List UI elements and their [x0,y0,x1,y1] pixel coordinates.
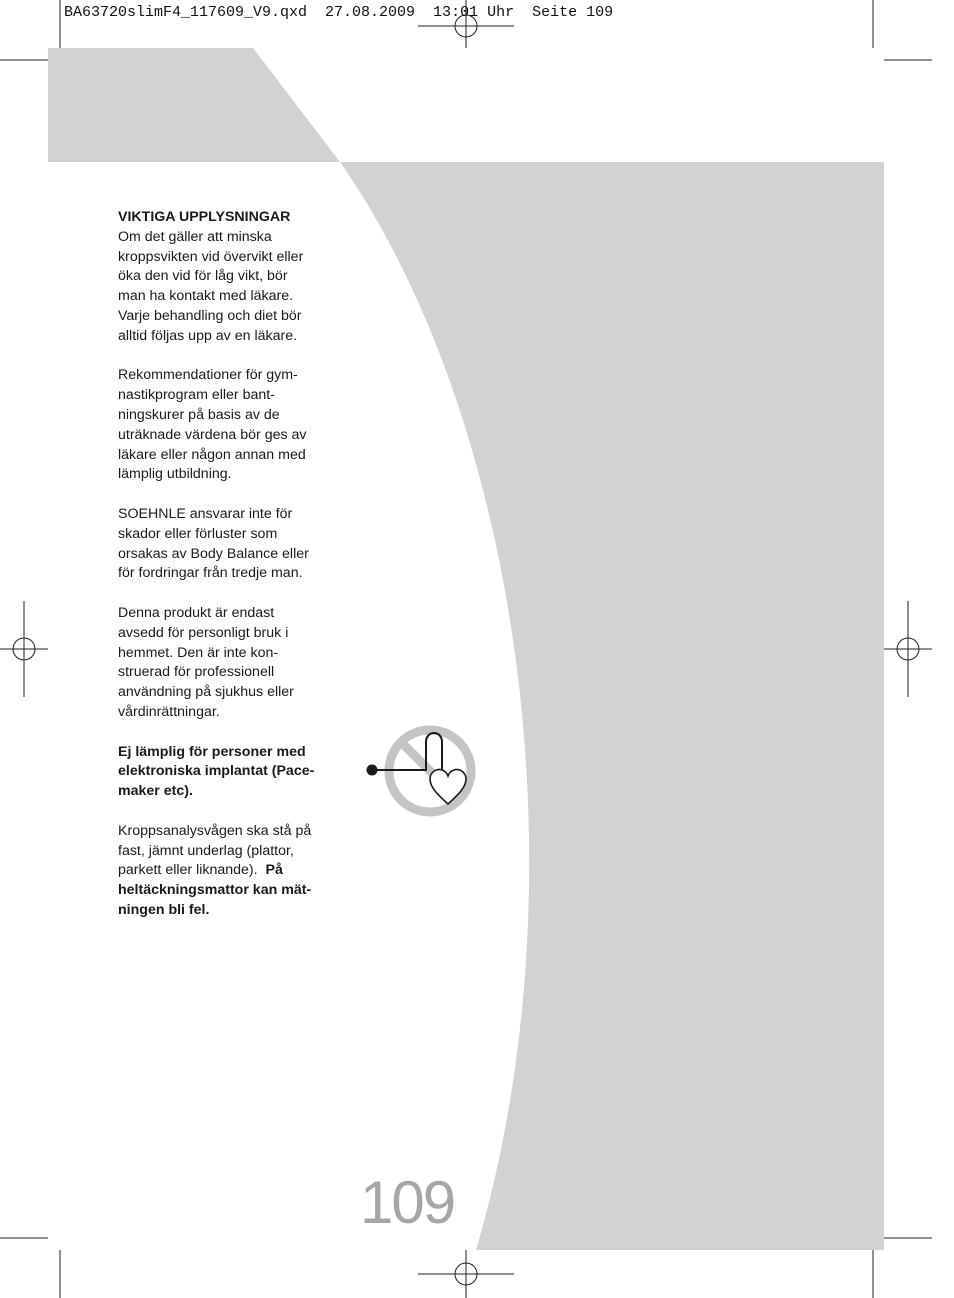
right-gray-panel [340,162,884,1250]
text-line: användning på sjukhus eller [118,684,294,701]
text-line: uträknade värdena bör ges av [118,426,307,443]
text-line: avsedd för personligt bruk i [118,624,289,641]
registration-mark-right [884,601,932,697]
text-line: öka den vid för låg vikt, bör [118,268,288,285]
page-number: 109 [360,1169,455,1236]
text-line: Denna produkt är endast [118,604,275,621]
text-line: läkare eller någon annan med [118,446,306,463]
text-line: skador eller förluster som [118,525,278,542]
text-line: ningen bli fel. [118,901,210,918]
text-column [118,208,338,940]
text-line: kroppsvikten vid övervikt eller [118,248,304,265]
text-line: struerad för professionell [118,664,275,681]
paragraph-6 [118,822,338,921]
no-pacemaker-icon [362,722,482,822]
text-line-mixed [118,861,338,881]
section-heading: VIKTIGA UPPLYSNINGAR [118,209,291,225]
text-line: man ha kontakt med läkare. [118,288,294,305]
text-line: Varje behandling och diet bör [118,307,302,324]
text-line: för fordringar från tredje man. [118,565,303,582]
pacemaker-warning [118,743,338,802]
paragraph-4 [118,604,338,723]
text-line: maker etc). [118,783,193,800]
text-line: parkett eller liknande). [118,862,258,879]
text-line: heltäckningsmattor kan mät- [118,882,312,899]
text-line: Rekommendationer för gym- [118,367,298,384]
text-line: Ej lämplig för personer med [118,743,306,760]
paragraph-2 [118,366,338,485]
top-gray-panel [48,48,340,162]
text-line: lämplig utbildning. [118,466,232,483]
text-line: Om det gäller att minska [118,228,272,245]
text-line: orsakas av Body Balance eller [118,545,309,562]
text-line: SOEHNLE ansvarar inte för [118,505,293,522]
text-line: alltid följas upp av en läkare. [118,327,298,344]
text-line: ningskurer på basis av de [118,406,280,423]
paragraph-3 [118,505,338,584]
registration-mark-bottom [418,1250,514,1298]
text-line: fast, jämnt underlag (plattor, [118,842,294,859]
text-line: hemmet. Den är inte kon- [118,644,279,661]
registration-mark-left [0,601,48,697]
text-line: vårdinrättningar. [118,703,220,720]
text-line: nastikprogram eller bant- [118,387,275,404]
paragraph-1 [118,208,338,347]
print-slug: BA63720slimF4_117609_V9.qxd 27.08.2009 13:01 Uhr Seite 109 [64,4,614,21]
text-line: elektroniska implantat (Pace- [118,763,315,780]
text-line-bold: På [265,862,283,879]
text-line: Kroppsanalysvågen ska stå på [118,822,312,839]
